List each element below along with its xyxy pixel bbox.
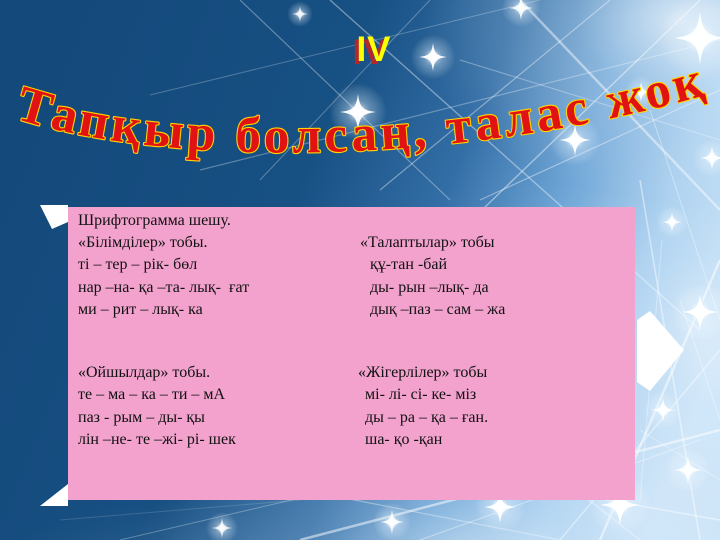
- syllable-line: дық –паз – сам – жа: [370, 301, 506, 319]
- syllable-line: мі- лі- сі- ке- міз: [365, 386, 477, 404]
- syllable-line: ша- қо -қан: [365, 431, 443, 449]
- wordart-title-text: Тапқыр болсаң, талас жоқ: [10, 52, 709, 165]
- group-heading: «Талаптылар» тобы: [360, 234, 495, 251]
- group-column-zhigerliler: [358, 362, 488, 452]
- roman-numeral-heading: IV: [356, 30, 392, 69]
- group-column-oishyldar: [78, 362, 236, 452]
- group-heading: «Ойшылдар» тобы.: [78, 364, 211, 381]
- syllable-line: ті – тер – рік- бөл: [78, 256, 198, 274]
- content-box: [68, 207, 635, 500]
- syllable-line: нар –на- қа –та- лық- ғат: [78, 278, 250, 296]
- syllable-line: құ-тан -бай: [370, 256, 448, 274]
- syllable-line: ми – рит – лық- ка: [78, 301, 203, 319]
- syllable-line: ды- рын –лық- да: [370, 278, 489, 296]
- group-heading: «Білімділер» тобы.: [78, 234, 208, 251]
- group-heading: «Жігерлілер» тобы: [358, 364, 488, 381]
- group-column-talaptylar: [360, 232, 505, 322]
- syllable-line: те – ма – ка – ти – мА: [78, 386, 226, 404]
- syllable-line: ды – ра – қа – ған.: [365, 408, 489, 426]
- syllable-line: паз - рым – ды- қы: [78, 408, 205, 426]
- group-column-bilimdiler: [78, 232, 249, 322]
- syllable-line: лін –не- те –жі- рі- шек: [78, 431, 236, 449]
- task-title: Шрифтограмма шешу.: [78, 212, 231, 229]
